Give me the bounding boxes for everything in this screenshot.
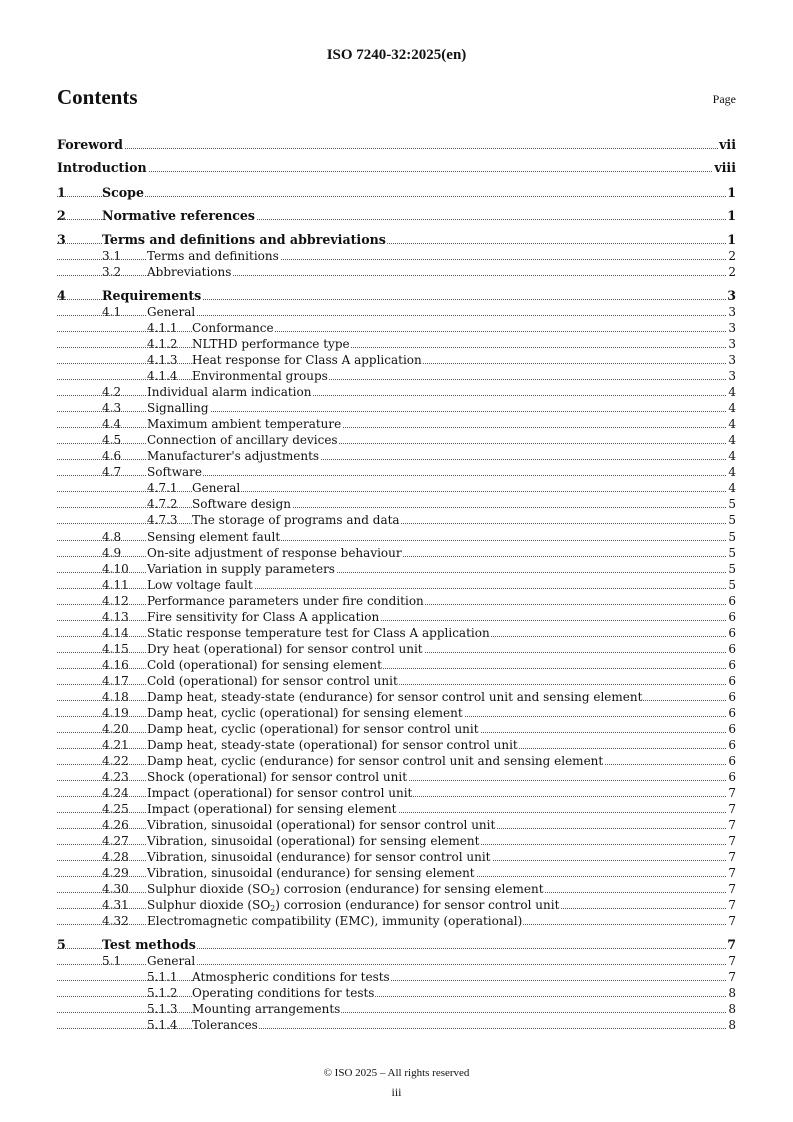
toc-entry-number: 4.24 [102, 786, 129, 800]
toc-entry-page: 5 [728, 562, 736, 576]
toc-entry[interactable] [0, 705, 793, 721]
toc-entry-page: 3 [728, 353, 736, 367]
copyright-footer: © ISO 2025 – All rights reserved [323, 1067, 470, 1079]
toc-entry-title[interactable]: Damp heat, steady-state (operational) for sensor control unit [147, 738, 518, 752]
toc-entry-title[interactable]: Dry heat (operational) for sensor control unit [147, 642, 423, 656]
toc-entry[interactable] [0, 529, 793, 545]
toc-entry[interactable] [0, 753, 793, 769]
toc-entry-title[interactable]: Damp heat, cyclic (operational) for sensing element [147, 706, 463, 720]
toc-entry[interactable] [0, 609, 793, 625]
toc-entry-number: 4.28 [102, 850, 129, 864]
toc-entry-page: 5 [728, 497, 736, 511]
toc-entry-page: 4 [728, 385, 736, 399]
dot-leader [57, 1028, 736, 1029]
dot-leader [57, 379, 736, 380]
toc-entry-title[interactable] [147, 881, 545, 897]
toc-entry-title[interactable]: Damp heat, steady-state (endurance) for sensor control unit and sensing element [147, 690, 643, 704]
toc-entry-title[interactable]: Impact (operational) for sensing element [147, 802, 397, 816]
toc-entry-title[interactable]: Manufacturer's adjustments [147, 449, 320, 463]
toc-entry-number: 4.7.2 [147, 497, 178, 511]
toc-entry-title[interactable]: NLTHD performance type [192, 337, 350, 351]
toc-entry-page: 4 [728, 465, 736, 479]
toc-entry[interactable] [0, 480, 793, 496]
toc-entry-page: 2 [728, 265, 736, 279]
toc-entry-title[interactable]: Requirements [102, 288, 202, 303]
toc-entry-page: 3 [728, 305, 736, 319]
page-number: iii [391, 1085, 402, 1099]
toc-entry-page: 6 [728, 658, 736, 672]
toc-entry-page: 4 [728, 417, 736, 431]
toc-entry[interactable] [0, 593, 793, 609]
toc-entry-title[interactable]: Environmental groups [192, 369, 328, 383]
toc-entry-title[interactable]: Conformance [192, 321, 274, 335]
contents-title: Contents [57, 85, 138, 109]
toc-entry-page: 7 [728, 866, 736, 880]
toc-entry-page: vii [719, 137, 736, 152]
toc-entry-number: 4.7.1 [147, 481, 178, 495]
toc-entry-number: 4.27 [102, 834, 129, 848]
toc-entry-page: 7 [728, 914, 736, 928]
dot-leader [57, 507, 736, 508]
toc-entry-number: 3.1 [102, 249, 122, 263]
toc-entry-title[interactable]: Fire sensitivity for Class A application [147, 610, 380, 624]
toc-entry-number: 4.9 [102, 546, 122, 560]
toc-entry-page: 6 [728, 642, 736, 656]
toc-entry[interactable] [0, 336, 793, 352]
toc-entry[interactable] [0, 232, 793, 248]
toc-entry[interactable] [0, 625, 793, 641]
toc-entry-title[interactable]: Electromagnetic compatibility (EMC), immunity (operational) [147, 914, 523, 928]
toc-entry-page: 6 [728, 754, 736, 768]
subscript: 2 [270, 904, 276, 913]
toc-entry-page: 8 [728, 1018, 736, 1032]
toc-entry[interactable] [0, 448, 793, 464]
toc-entry-title[interactable]: Signalling [147, 401, 209, 415]
dot-leader [57, 1012, 736, 1013]
toc-entry-title[interactable]: Sensing element fault [147, 530, 281, 544]
toc-entry-title[interactable]: Atmospheric conditions for tests [192, 970, 390, 984]
toc-entry-number: 4.25 [102, 802, 129, 816]
toc-entry-title-part: Sulphur dioxide (SO [147, 882, 271, 896]
toc-entry[interactable] [0, 985, 793, 1001]
toc-entry-title[interactable]: Damp heat, cyclic (endurance) for sensor control unit and sensing element [147, 754, 604, 768]
toc-entry-title[interactable]: Damp heat, cyclic (operational) for sensor control unit [147, 722, 479, 736]
toc-entry[interactable] [0, 577, 793, 593]
toc-entry[interactable] [0, 673, 793, 689]
toc-entry-page: 7 [727, 937, 736, 952]
toc-entry-title[interactable]: General [147, 954, 196, 968]
toc-entry-page: 3 [728, 321, 736, 335]
toc-entry[interactable] [0, 304, 793, 320]
toc-entry-title[interactable]: Tolerances [192, 1018, 258, 1032]
toc-entry-number: 3.2 [102, 265, 122, 279]
toc-entry[interactable] [0, 384, 793, 400]
toc-entry-number: 4.2 [102, 385, 122, 399]
toc-entry-page: 4 [728, 401, 736, 415]
toc-entry[interactable] [0, 785, 793, 801]
toc-entry-title[interactable]: On-site adjustment of response behaviour [147, 546, 402, 560]
toc-entry-page: 8 [728, 1002, 736, 1016]
dot-leader [57, 331, 736, 332]
toc-entry-number: 4.1.4 [147, 369, 178, 383]
toc-entry-page: 7 [728, 786, 736, 800]
toc-entry-page: 5 [728, 513, 736, 527]
toc-entry-number: 4.7 [102, 465, 122, 479]
toc-entry-page: 4 [728, 433, 736, 447]
toc-entry[interactable] [0, 288, 793, 304]
toc-entry-page: 7 [728, 834, 736, 848]
toc-entry-number: 2 [57, 208, 66, 223]
toc-entry-number: 5.1.2 [147, 986, 178, 1000]
toc-entry-title[interactable]: Impact (operational) for sensor control unit [147, 786, 413, 800]
toc-entry-title[interactable]: Terms and definitions and abbreviations [102, 232, 386, 247]
toc-entry[interactable] [0, 545, 793, 561]
toc-entry-page: 5 [728, 530, 736, 544]
toc-entry-number: 4.29 [102, 866, 129, 880]
toc-entry-title[interactable]: Low voltage fault [147, 578, 253, 592]
toc-entry-number: 4.6 [102, 449, 122, 463]
toc-entry-title[interactable]: Vibration, sinusoidal (endurance) for sensor control unit [147, 850, 491, 864]
toc-entry[interactable] [0, 160, 793, 176]
toc-entry[interactable] [0, 368, 793, 384]
toc-entry-number: 1 [57, 185, 66, 200]
toc-entry-number: 5.1.1 [147, 970, 178, 984]
toc-entry-page: 8 [728, 986, 736, 1000]
toc-entry-title[interactable]: Variation in supply parameters [147, 562, 335, 576]
toc-entry-title[interactable]: Terms and definitions [147, 249, 279, 263]
toc-entry-page: 5 [728, 578, 736, 592]
toc-entry-number: 4.32 [102, 914, 129, 928]
dot-leader [57, 171, 736, 172]
toc-entry-page: 4 [728, 481, 736, 495]
toc-entry-page: 6 [728, 594, 736, 608]
toc-entry[interactable] [0, 913, 793, 929]
toc-entry[interactable] [0, 512, 793, 528]
toc-entry-title[interactable]: The storage of programs and data [192, 513, 400, 527]
toc-entry-title[interactable]: Maximum ambient temperature [147, 417, 342, 431]
toc-entry-number: 4.18 [102, 690, 129, 704]
toc-entry[interactable] [0, 881, 793, 897]
toc-entry[interactable] [0, 865, 793, 881]
toc-entry-number: 4.10 [102, 562, 129, 576]
toc-entry-number: 4.13 [102, 610, 129, 624]
toc-entry-title[interactable]: Vibration, sinusoidal (operational) for sensor control unit [147, 818, 496, 832]
toc-entry-page: 7 [728, 898, 736, 912]
toc-entry-number: 4.26 [102, 818, 129, 832]
toc-entry-number: 4.3 [102, 401, 122, 415]
toc-entry-page: 1 [727, 208, 736, 223]
toc-entry-page: 7 [728, 970, 736, 984]
dot-leader [57, 196, 736, 197]
toc-entry-page: 6 [728, 770, 736, 784]
toc-entry-title[interactable]: Individual alarm indication [147, 385, 312, 399]
toc-entry[interactable] [0, 849, 793, 865]
toc-entry-title[interactable]: Operating conditions for tests [192, 986, 375, 1000]
toc-entry-number: 5.1 [102, 954, 122, 968]
dot-leader [57, 347, 736, 348]
toc-entry-page: 7 [728, 882, 736, 896]
toc-entry[interactable] [0, 320, 793, 336]
toc-entry-title[interactable]: Scope [102, 185, 144, 200]
toc-entry[interactable] [0, 801, 793, 817]
toc-entry-title[interactable]: Normative references [102, 208, 256, 223]
toc-entry[interactable] [0, 641, 793, 657]
toc-entry[interactable] [0, 689, 793, 705]
toc-entry-number: 4.7.3 [147, 513, 178, 527]
dot-leader [57, 980, 736, 981]
toc-entry-title[interactable]: Cold (operational) for sensor control unit [147, 674, 398, 688]
toc-entry-number: 4.30 [102, 882, 129, 896]
toc-entry-title[interactable]: Software [147, 465, 202, 479]
toc-entry-page: 6 [728, 610, 736, 624]
toc-entry[interactable] [0, 400, 793, 416]
toc-entry-title[interactable]: Test methods [102, 937, 196, 952]
toc-entry-title-part: ) corrosion (endurance) for sensor control unit [275, 898, 560, 912]
toc-entry[interactable] [0, 937, 793, 953]
toc-entry-number: 4.19 [102, 706, 129, 720]
toc-entry[interactable] [0, 248, 793, 264]
toc-entry[interactable] [0, 496, 793, 512]
toc-entry-page: 6 [728, 722, 736, 736]
toc-entry-page: 6 [728, 674, 736, 688]
toc-entry[interactable] [0, 416, 793, 432]
toc-entry-number: 4.5 [102, 433, 122, 447]
toc-entry-number: 4.17 [102, 674, 129, 688]
toc-entry-page: 7 [728, 818, 736, 832]
toc-entry-page: 6 [728, 626, 736, 640]
toc-entry-title[interactable]: Introduction [57, 160, 147, 175]
toc-entry[interactable] [0, 432, 793, 448]
toc-entry-number: 4.21 [102, 738, 129, 752]
toc-entry[interactable] [0, 817, 793, 833]
toc-entry[interactable] [0, 1017, 793, 1033]
toc-entry-number: 5 [57, 937, 66, 952]
toc-entry[interactable] [0, 897, 793, 913]
toc-entry-page: 6 [728, 690, 736, 704]
toc-entry[interactable] [0, 953, 793, 969]
toc-entry-number: 4.14 [102, 626, 129, 640]
toc-entry-page: 3 [728, 337, 736, 351]
toc-entry-page: 7 [728, 850, 736, 864]
toc-entry-number: 4.1.2 [147, 337, 178, 351]
toc-entry[interactable] [0, 769, 793, 785]
toc-entry-title[interactable]: Connection of ancillary devices [147, 433, 338, 447]
toc-entry-title[interactable]: Performance parameters under fire condition [147, 594, 424, 608]
toc-entry-number: 4.23 [102, 770, 129, 784]
toc-entry-title[interactable]: Vibration, sinusoidal (endurance) for sensing element [147, 866, 475, 880]
toc-entry[interactable] [0, 264, 793, 280]
toc-entry-title[interactable]: Vibration, sinusoidal (operational) for sensing element [147, 834, 480, 848]
toc-entry-number: 4.8 [102, 530, 122, 544]
toc-entry-number: 4.15 [102, 642, 129, 656]
toc-entry-number: 4.12 [102, 594, 129, 608]
toc-entry-number: 5.1.4 [147, 1018, 178, 1032]
toc-entry-number: 4.22 [102, 754, 129, 768]
toc-entry-number: 4.1.3 [147, 353, 178, 367]
toc-entry-number: 4.11 [102, 578, 129, 592]
toc-entry-title[interactable]: Cold (operational) for sensing element [147, 658, 382, 672]
dot-leader [57, 491, 736, 492]
toc-entry-page: 1 [727, 185, 736, 200]
toc-entry-number: 4 [57, 288, 66, 303]
toc-entry[interactable] [0, 561, 793, 577]
toc-entry-page: 3 [728, 369, 736, 383]
toc-entry-title[interactable]: General [192, 481, 241, 495]
toc-entry-number: 4.20 [102, 722, 129, 736]
toc-entry[interactable] [0, 969, 793, 985]
toc-entry-number: 4.16 [102, 658, 129, 672]
toc-entry[interactable] [0, 657, 793, 673]
toc-entry-number: 3 [57, 232, 66, 247]
toc-entry-title-part: Sulphur dioxide (SO [147, 898, 271, 912]
toc-entry-title[interactable]: Software design [192, 497, 291, 511]
toc-entry-number: 4.31 [102, 898, 129, 912]
toc-entry-title[interactable] [147, 897, 560, 913]
toc-entry-page: 6 [728, 706, 736, 720]
toc-entry-page: 1 [727, 232, 736, 247]
toc-entry-number: 4.4 [102, 417, 122, 431]
toc-entry-title-part: ) corrosion (endurance) for sensing element [275, 882, 544, 896]
toc-entry[interactable] [0, 833, 793, 849]
toc-entry-title[interactable]: Heat response for Class A application [192, 353, 422, 367]
toc-entry[interactable] [0, 352, 793, 368]
toc-entry[interactable] [0, 137, 793, 153]
toc-entry-title[interactable]: Static response temperature test for Class A application [147, 626, 490, 640]
toc-entry-title[interactable]: Shock (operational) for sensor control unit [147, 770, 408, 784]
toc-entry-page: 5 [728, 546, 736, 560]
toc-entry-title[interactable]: Foreword [57, 137, 123, 152]
toc-entry[interactable] [0, 185, 793, 201]
toc-entry-title[interactable]: General [147, 305, 196, 319]
toc-entry-number: 5.1.3 [147, 1002, 178, 1016]
toc-entry[interactable] [0, 721, 793, 737]
toc-entry-page: 7 [728, 954, 736, 968]
toc-entry-page: 4 [728, 449, 736, 463]
dot-leader [57, 996, 736, 997]
page-column-label: Page [712, 92, 736, 106]
toc-entry[interactable] [0, 737, 793, 753]
toc-entry-number: 4.1.1 [147, 321, 178, 335]
document-id-header: ISO 7240-32:2025(en) [326, 47, 467, 63]
toc-entry-title[interactable]: Mounting arrangements [192, 1002, 341, 1016]
subscript: 2 [270, 888, 276, 897]
toc-entry[interactable] [0, 1001, 793, 1017]
toc-entry[interactable] [0, 208, 793, 224]
toc-entry-page: 3 [727, 288, 736, 303]
toc-entry-page: 6 [728, 738, 736, 752]
toc-entry-page: 2 [728, 249, 736, 263]
toc-entry-page: 7 [728, 802, 736, 816]
toc-entry-title[interactable]: Abbreviations [147, 265, 232, 279]
toc-entry-number: 4.1 [102, 305, 122, 319]
toc-entry-page: viii [714, 160, 736, 175]
toc-entry[interactable] [0, 464, 793, 480]
dot-leader [57, 148, 736, 149]
